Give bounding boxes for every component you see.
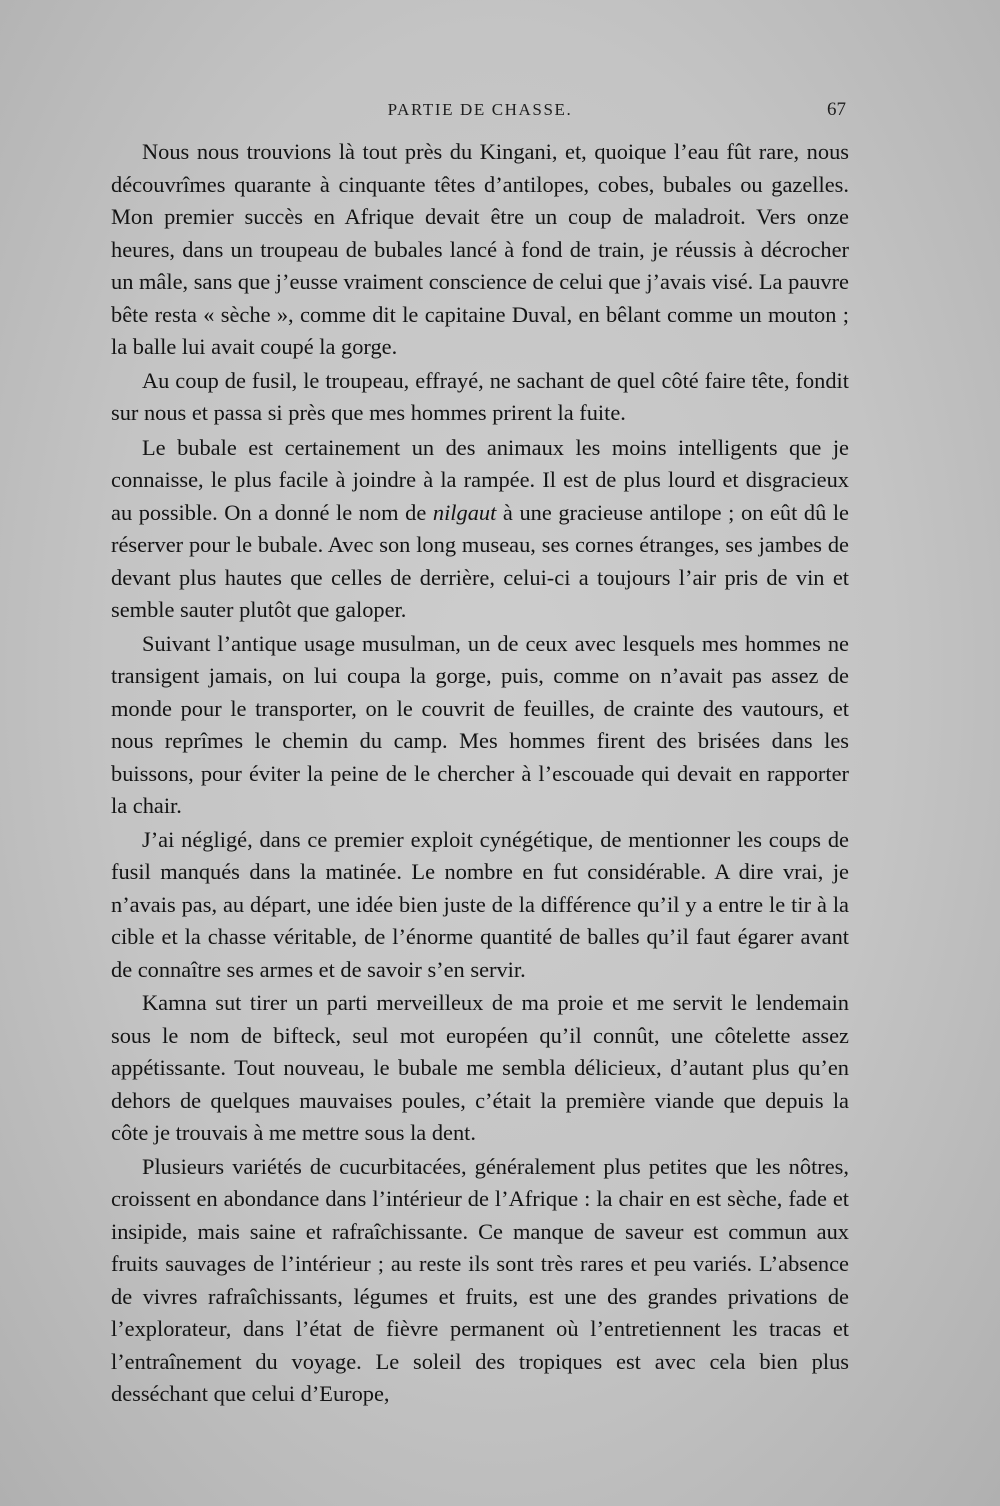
- text-span: Nous nous trouvions là tout près du Kingani, et, quoique l’eau fût rare, nous découvrîmes quarante à cinquante têtes d’antilopes, cobes, bubales ou gazelles. Mon premier succès en Afrique devait être un coup de maladroit. Vers onze heures, dans un troupeau de bubales lancé à fond de train, je réussis à décrocher un mâle, sans que j’eusse vraiment conscience de celui que j’avais visé. La pauvre bête resta « sèche », comme dit le capitaine Duval, en bêlant comme un mouton ; la balle lui avait coupé la gorge.: [111, 139, 849, 359]
- body-text: [111, 136, 849, 1411]
- text-span: Plusieurs variétés de cucurbitacées, généralement plus petites que les nôtres, croissent en abondance dans l’intérieur de l’Afrique : la chair en est sèche, fade et insipide, mais saine et rafraîchissante. Ce manque de saveur est commun aux fruits sauvages de l’intérieur ; au reste ils sont très rares et peu variés. L’absence de vivres rafraîchissants, légumes et fruits, est une des grandes privations de l’explorateur, dans l’état de fièvre permanent où l’entretiennent les tracas et l’entraînement du voyage. Le soleil des tropiques est avec cela bien plus desséchant que celui d’Europe,: [111, 1153, 849, 1406]
- paragraph: [111, 824, 849, 987]
- text-span: Suivant l’antique usage musulman, un de ceux avec lesquels mes hommes ne transigent jamais, on lui coupa la gorge, puis, comme on n’avait pas assez de monde pour le transporter, on le couvrit de feuilles, de crainte des vautours, et nous reprîmes le chemin du camp. Mes hommes firent des brisées dans les buissons, pour éviter la peine de le chercher à l’escouade qui devait en rapporter la chair.: [111, 630, 849, 818]
- text-span: J’ai négligé, dans ce premier exploit cynégétique, de mentionner les coups de fusil manqués dans la matinée. Le nombre en fut considérable. A dire vrai, je n’avais pas, au départ, une idée bien juste de la différence qu’il y a entre le tir à la cible et la chasse véritable, de l’énorme quantité de balles qu’il faut égarer avant de connaître ses armes et de savoir s’en servir.: [111, 826, 849, 982]
- italic-term: nilgaut: [432, 499, 497, 525]
- paragraph: [111, 1151, 849, 1411]
- running-title: PARTIE DE CHASSE.: [387, 100, 573, 119]
- text-span: à une gracieuse antilope ; on eût dû le réserver pour le bubale. Avec son long museau, ses cornes étranges, ses jambes de devant plus hautes que celles de derrière, celui-ci a toujours l’air pris de vin et semble sauter plutôt que galoper.: [111, 499, 849, 622]
- paragraph: [111, 365, 849, 430]
- text-span: Kamna sut tirer un parti merveilleux de ma proie et me servit le lendemain sous le nom de bifteck, seul mot européen qu’il connût, une côtelette assez appétissante. Tout nouveau, le bubale me sembla délicieux, d’autant plus qu’en dehors de quelques mauvaises poules, c’était la première viande que depuis la côte je trouvais à me mettre sous la dent.: [111, 990, 849, 1145]
- text-span: Au coup de fusil, le troupeau, effrayé, ne sachant de quel côté faire tête, fondit sur nous et passa si près que mes hommes prirent la fuite.: [111, 367, 849, 425]
- text-span: Le bubale est certainement un des animaux les moins intelligents que je connaisse, le plus facile à joindre à la rampée. Il est de plus lourd et disgracieux au possible. On a donné le nom de: [111, 434, 849, 525]
- paragraph: [111, 136, 849, 364]
- paragraph: [111, 628, 849, 823]
- running-head: [110, 98, 850, 128]
- paragraph: [111, 432, 849, 627]
- page-number: 67: [827, 99, 846, 120]
- paragraph: [111, 987, 849, 1150]
